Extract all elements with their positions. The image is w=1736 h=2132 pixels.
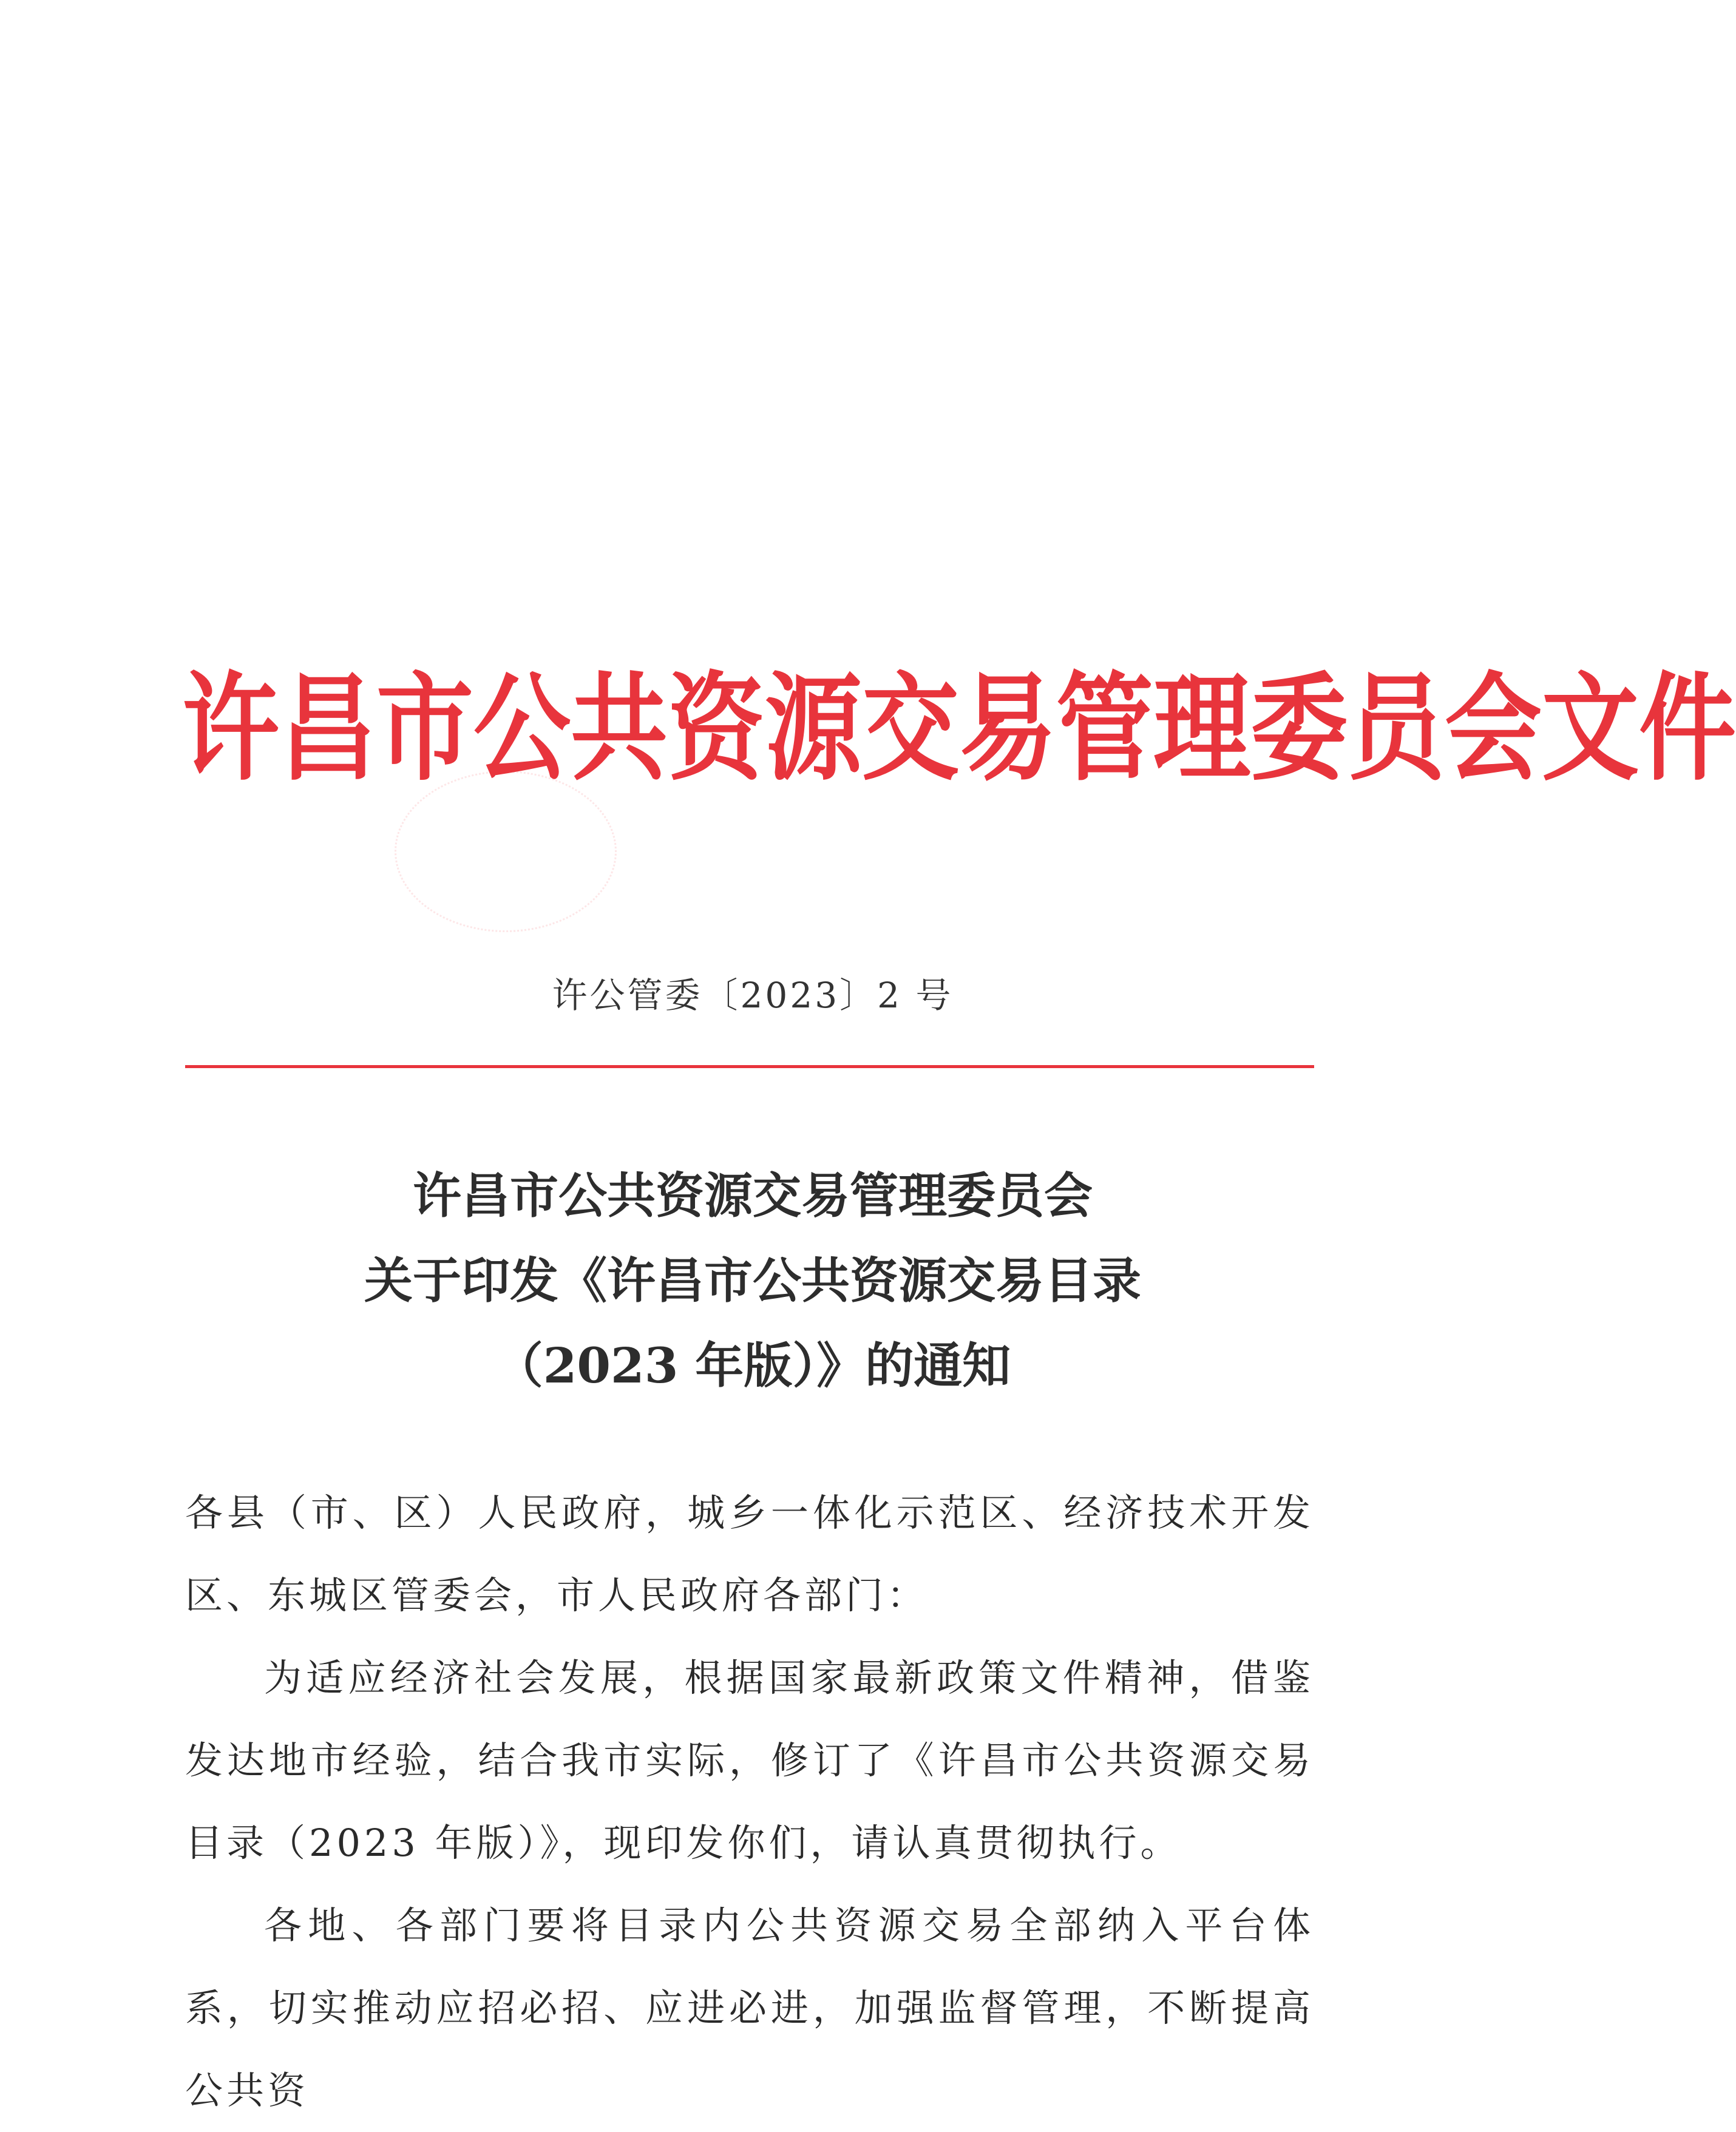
document-number: 许公管委〔2023〕2 号: [552, 975, 954, 1016]
salutation: 各县（市、区）人民政府，城乡一体化示范区、经济技术开发区、东城区管委会，市人民政府各部门：: [185, 1491, 1314, 1617]
title-line-1: 许昌市公共资源交易管理委员会: [413, 1167, 1093, 1224]
red-divider-line: [185, 1065, 1314, 1068]
paragraph-2: 各地、各部门要将目录内公共资源交易全部纳入平台体系，切实推动应招必招、应进必进，加强监督管理，不断提高公共资: [185, 1903, 1314, 2113]
paragraph-1: 为适应经济社会发展，根据国家最新政策文件精神，借鉴发达地市经验，结合我市实际，修订了《许昌市公共资源交易目录（2023 年版）》，现印发你们，请认真贯彻执行。: [185, 1656, 1314, 1865]
document-title: [0, 1153, 1505, 1408]
title-line-3: （2023 年版）》的通知: [494, 1337, 1011, 1394]
masthead-title: 许昌市公共资源交易管理委员会文件: [182, 660, 1736, 797]
title-line-2: 关于印发《许昌市公共资源交易目录: [364, 1252, 1141, 1309]
document-body: [185, 1472, 1314, 2132]
